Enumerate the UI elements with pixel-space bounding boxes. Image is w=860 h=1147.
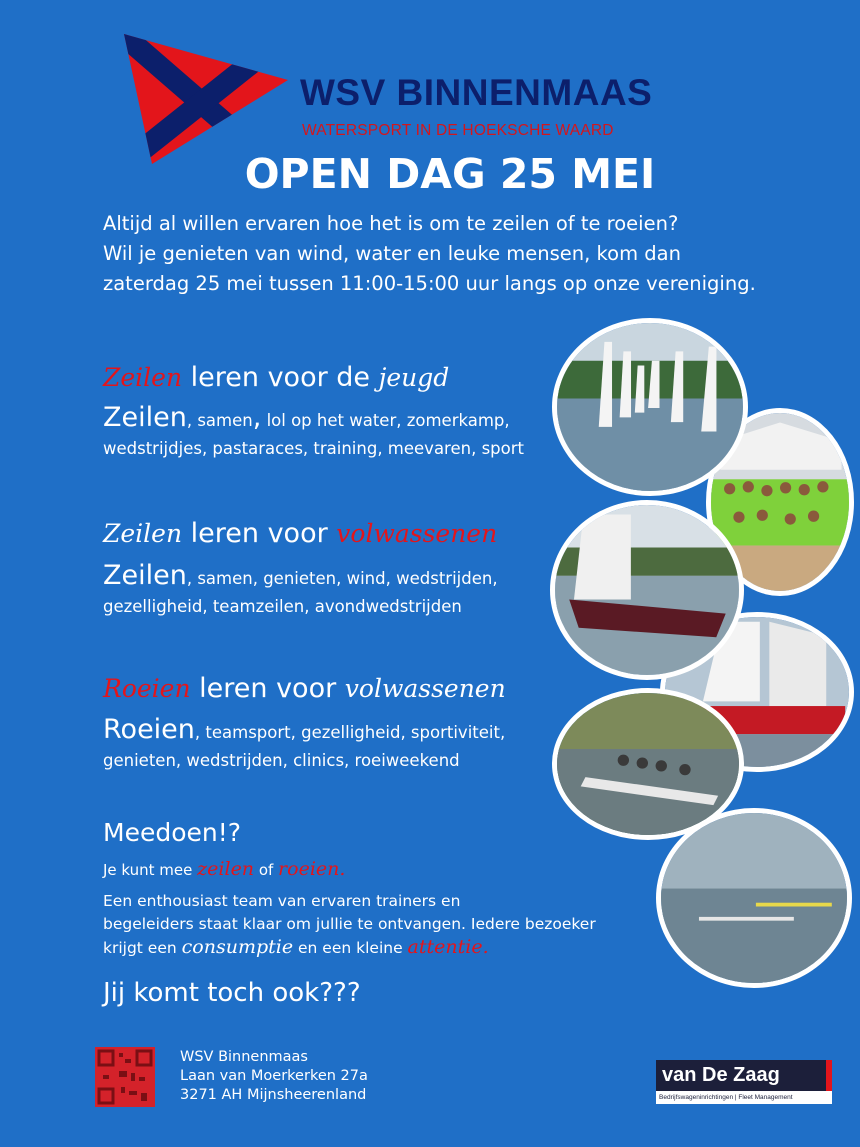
club-subtitle: WATERSPORT IN DE HOEKSCHE WAARD bbox=[302, 122, 614, 139]
section-title-text: leren voor bbox=[190, 673, 345, 704]
photo-rowing-crew bbox=[552, 688, 744, 840]
section-body-volwassenen-zeilen bbox=[103, 562, 563, 621]
meedoen-line bbox=[103, 858, 345, 880]
section-body-text: , samen bbox=[186, 411, 253, 430]
section-body-text: , samen, genieten, wind, wedstrijden, bbox=[186, 569, 498, 588]
meedoen-body-line: Een enthousiast team van ervaren trainers en bbox=[103, 892, 461, 910]
photo-optimist-fleet bbox=[552, 318, 748, 496]
address-line: 3271 AH Mijnsheerenland bbox=[180, 1087, 367, 1103]
section-title-jeugd bbox=[103, 362, 449, 393]
section-body-line: genieten, wedstrijden, clinics, roeiweekend bbox=[103, 751, 460, 770]
section-body-keyword: Zeilen bbox=[103, 560, 187, 591]
section-body-text: , teamsport, gezelligheid, sportiviteit, bbox=[194, 723, 506, 742]
section-body-roeien bbox=[103, 716, 563, 775]
sponsor-logo bbox=[656, 1060, 832, 1104]
address-line: Laan van Moerkerken 27a bbox=[180, 1068, 368, 1084]
club-name: WSV BINNENMAAS bbox=[300, 72, 653, 113]
meedoen-body-line: begeleiders staat klaar om jullie te ontvangen. Iedere bezoeker bbox=[103, 915, 596, 933]
sponsor-tagline: Bedrijfswageninrichtingen | Fleet Management bbox=[656, 1091, 832, 1104]
meedoen-consumptie: consumptie bbox=[181, 936, 294, 958]
meedoen-text: of bbox=[254, 861, 279, 879]
meedoen-roeien: roeien. bbox=[278, 858, 346, 880]
section-title-volwassenen-zeilen bbox=[103, 518, 497, 549]
meedoen-body bbox=[103, 890, 663, 960]
meedoen-text: en een kleine bbox=[293, 939, 408, 957]
club-address bbox=[180, 1048, 368, 1105]
section-title-script: Zeilen bbox=[103, 363, 183, 392]
section-title-text: leren voor bbox=[182, 518, 337, 549]
intro-line: Wil je genieten van wind, water en leuke mensen, kom dan bbox=[103, 242, 681, 265]
section-body-text: lol op het water, zomerkamp, bbox=[261, 411, 510, 430]
meedoen-zeilen: zeilen bbox=[197, 858, 255, 880]
section-body-keyword: Roeien bbox=[103, 714, 195, 745]
closing-line: Jij komt toch ook??? bbox=[103, 978, 361, 1008]
section-body-line: gezelligheid, teamzeilen, avondwedstrijden bbox=[103, 597, 462, 616]
section-title-script: Zeilen bbox=[103, 519, 183, 548]
section-title-roeien bbox=[103, 673, 506, 704]
section-body-comma: , bbox=[252, 402, 262, 433]
intro-text bbox=[103, 209, 793, 299]
section-body-line: wedstrijdjes, pastaraces, training, meevaren, sport bbox=[103, 439, 524, 458]
meedoen-title: Meedoen!? bbox=[103, 818, 242, 847]
intro-line: Altijd al willen ervaren hoe het is om te zeilen of te roeien? bbox=[103, 212, 679, 235]
section-title-script: Roeien bbox=[103, 674, 191, 703]
qr-code-icon[interactable] bbox=[95, 1047, 155, 1107]
section-title-text: leren voor de bbox=[182, 362, 379, 393]
sponsor-name: van De Zaag bbox=[656, 1060, 832, 1091]
section-body-jeugd bbox=[103, 404, 563, 463]
meedoen-attentie: attentie. bbox=[407, 936, 489, 958]
section-title-script2: volwassenen bbox=[336, 519, 498, 548]
photo-rowing-distant bbox=[656, 808, 852, 988]
photo-keelboat-adults bbox=[550, 500, 744, 680]
intro-line: zaterdag 25 mei tussen 11:00-15:00 uur langs op onze vereniging. bbox=[103, 272, 756, 295]
section-body-keyword: Zeilen bbox=[103, 402, 187, 433]
page-headline: OPEN DAG 25 MEI bbox=[244, 150, 656, 198]
section-title-script2: jeugd bbox=[378, 363, 450, 392]
section-title-script2: volwassenen bbox=[344, 674, 506, 703]
meedoen-text: krijgt een bbox=[103, 939, 182, 957]
meedoen-text: Je kunt mee bbox=[103, 861, 198, 879]
address-line: WSV Binnenmaas bbox=[180, 1049, 308, 1065]
club-logo-flag-icon bbox=[122, 34, 288, 166]
